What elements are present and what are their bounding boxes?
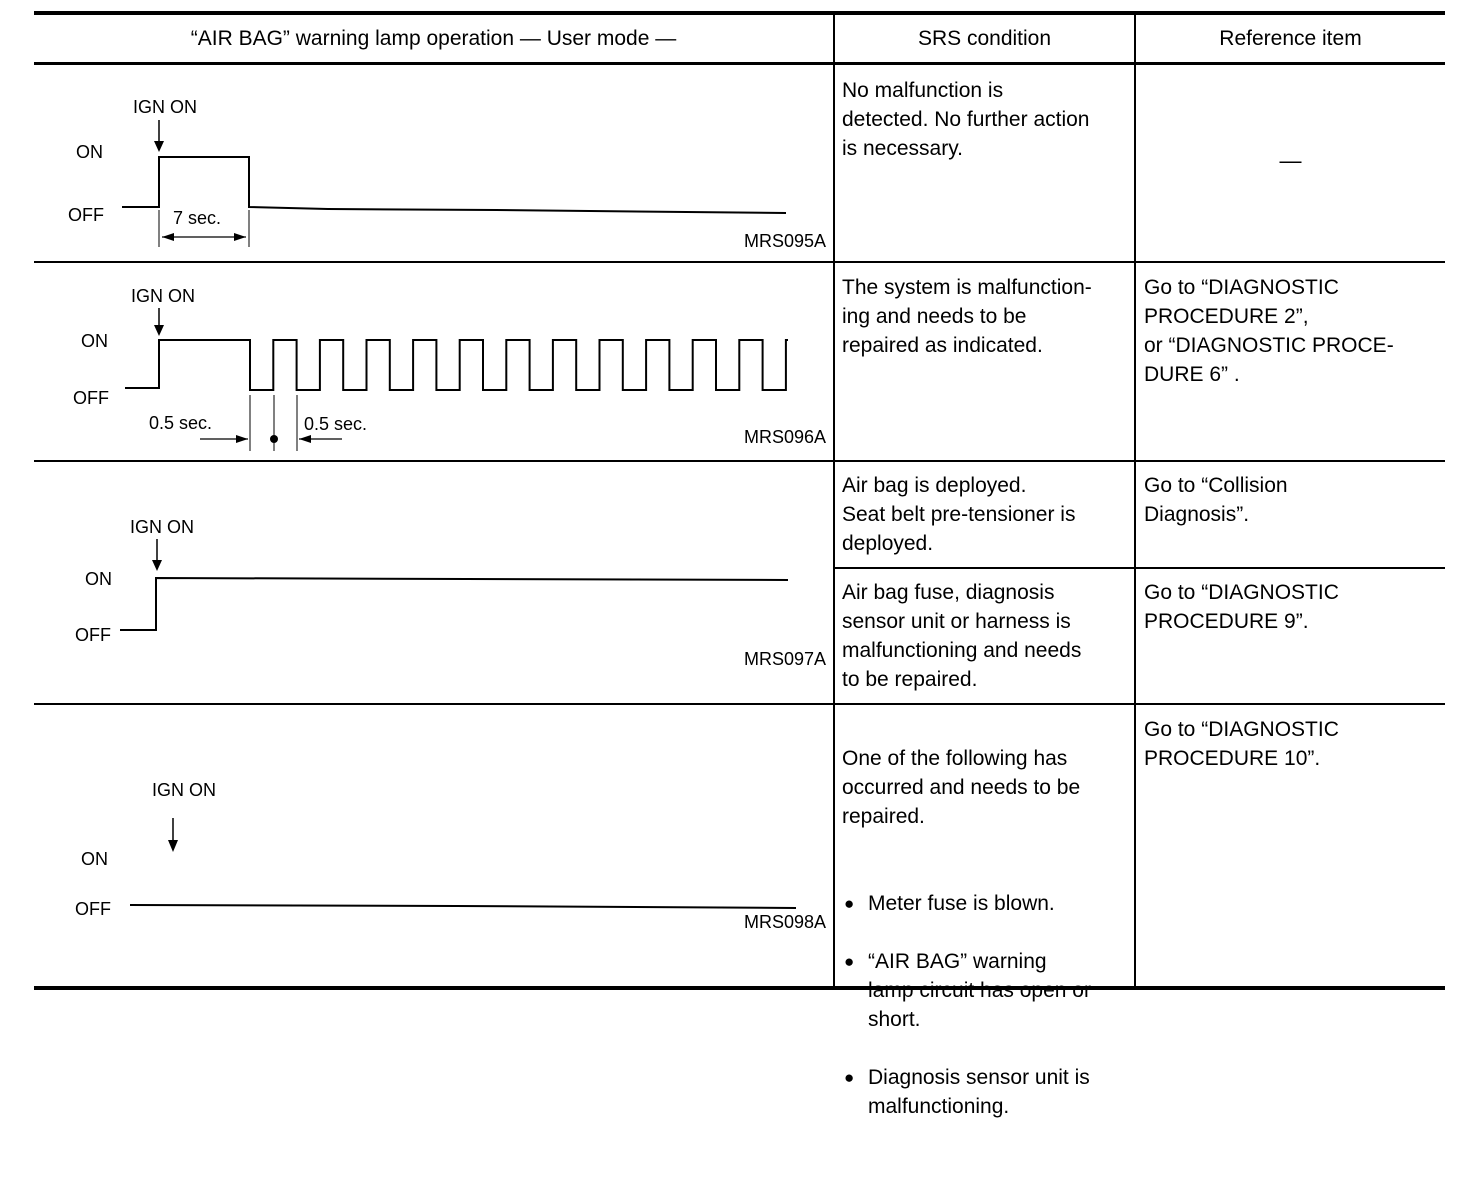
- header-srs-condition: SRS condition: [917, 27, 1052, 50]
- lamp-diagram-3: [36, 462, 833, 703]
- lamp-signal-waveform: [122, 157, 786, 213]
- lamp-diagram-2: [36, 263, 833, 460]
- table-bottom-border: [34, 986, 1445, 990]
- reference-item-4: Go to “DIAGNOSTIC PROCEDURE 10”.: [1144, 718, 1339, 770]
- srs-condition-3b: Air bag fuse, diagnosis sensor unit or harness is malfunctioning and needs to be repaired.: [842, 581, 1082, 691]
- ign-on-label: IGN ON: [131, 286, 196, 306]
- list-item: ● Diagnosis sensor unit is malfunctioning.: [842, 1063, 1134, 1121]
- srs-condition-3a: Air bag is deployed. Seat belt pre-tensioner is deployed.: [842, 474, 1076, 555]
- condition-bullet-list: [842, 860, 1134, 1150]
- row-divider-3a: [834, 567, 1445, 569]
- figure-code: MRS095A: [743, 231, 826, 251]
- lamp-signal-waveform: [125, 340, 788, 390]
- on-label: ON: [76, 142, 103, 162]
- on-label: ON: [81, 331, 108, 351]
- timing-label-left: 0.5 sec.: [149, 413, 213, 433]
- srs-condition-1: No malfunction is detected. No further action is necessary.: [842, 79, 1090, 160]
- off-label: OFF: [75, 625, 111, 645]
- header-lamp-operation: “AIR BAG” warning lamp operation — User mode —: [190, 27, 677, 50]
- off-label: OFF: [75, 899, 111, 919]
- condition-intro: One of the following has occurred and needs to be repaired.: [842, 747, 1081, 828]
- on-label: ON: [85, 569, 112, 589]
- list-item: ● “AIR BAG” warning lamp circuit has open or short.: [842, 947, 1134, 1034]
- lamp-signal-waveform: [120, 578, 788, 630]
- off-label: OFF: [68, 205, 104, 225]
- ign-on-label: IGN ON: [133, 97, 198, 117]
- list-item: ● Meter fuse is blown.: [842, 889, 1134, 918]
- off-label: OFF: [73, 388, 109, 408]
- reference-item-3b: Go to “DIAGNOSTIC PROCEDURE 9”.: [1144, 581, 1339, 633]
- column-divider-1: [833, 14, 835, 988]
- on-label: ON: [81, 849, 108, 869]
- srs-condition-4: [842, 715, 1134, 1179]
- timing-label: 7 sec.: [173, 208, 222, 228]
- header-reference-item: Reference item: [1219, 27, 1362, 50]
- lamp-diagram-4: [36, 705, 833, 986]
- ign-on-label: IGN ON: [130, 517, 195, 537]
- reference-item-3a: Go to “Collision Diagnosis”.: [1144, 474, 1288, 526]
- figure-code: MRS096A: [743, 427, 826, 447]
- figure-code: MRS097A: [743, 649, 826, 669]
- reference-item-1: —: [1279, 148, 1302, 173]
- timing-label-right: 0.5 sec.: [304, 414, 368, 434]
- ign-on-label: IGN ON: [152, 780, 217, 800]
- figure-code: MRS098A: [743, 912, 826, 932]
- lamp-diagram-1: [36, 65, 833, 261]
- lamp-signal-waveform: [130, 905, 796, 908]
- srs-condition-2: The system is malfunction- ing and needs to be repaired as indicated.: [842, 276, 1092, 357]
- reference-item-2: Go to “DIAGNOSTIC PROCEDURE 2”, or “DIAGNOSTIC PROCE- DURE 6” .: [1144, 276, 1394, 386]
